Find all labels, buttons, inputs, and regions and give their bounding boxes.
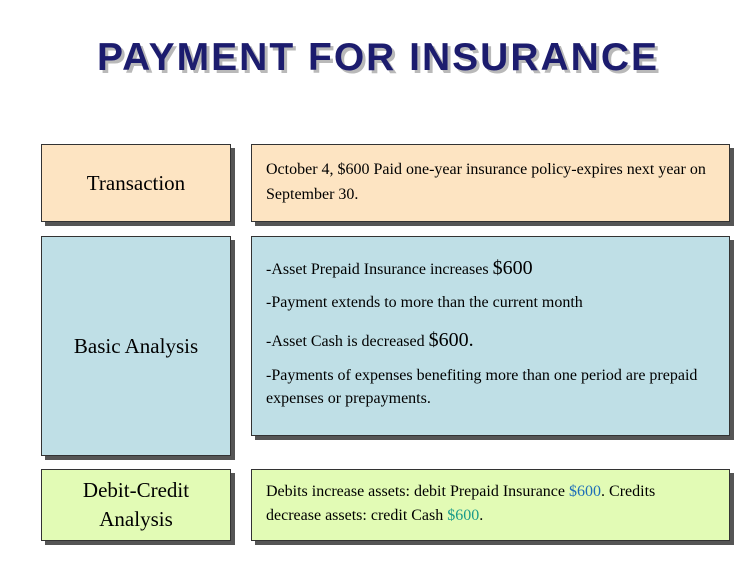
credit-amount: $600 xyxy=(447,507,480,524)
debit-credit-label: Debit-Credit Analysis xyxy=(82,478,190,531)
analysis-amount: $600 xyxy=(492,257,533,279)
debit-amount: $600 xyxy=(569,483,602,500)
debit-credit-content-box: Debits increase assets: debit Prepaid Insurance $600. Credits decrease assets: credit Cash $600. xyxy=(251,469,730,541)
basic-analysis-label-box xyxy=(41,236,231,456)
basic-analysis-content-box xyxy=(251,236,730,436)
transaction-label-box xyxy=(41,144,231,222)
analysis-point: -Payments of expenses benefiting more than one period are prepaid expenses or prepayments. xyxy=(266,367,698,407)
transaction-label: Transaction xyxy=(86,170,186,195)
debit-credit-label-box xyxy=(41,469,231,541)
transaction-text: October 4, $600 Paid one-year insurance policy-expires next year on September 30. xyxy=(266,161,706,203)
page-title: PAYMENT FOR INSURANCE xyxy=(96,36,660,79)
basic-analysis-label: Basic Analysis xyxy=(73,333,199,358)
analysis-point: -Payment extends to more than the current month xyxy=(266,294,583,311)
analysis-point: -Asset Cash is decreased $600. xyxy=(266,329,474,351)
analysis-amount: $600. xyxy=(428,329,474,351)
transaction-content-box xyxy=(251,144,730,222)
analysis-point: -Asset Prepaid Insurance increases $600 xyxy=(266,257,533,279)
